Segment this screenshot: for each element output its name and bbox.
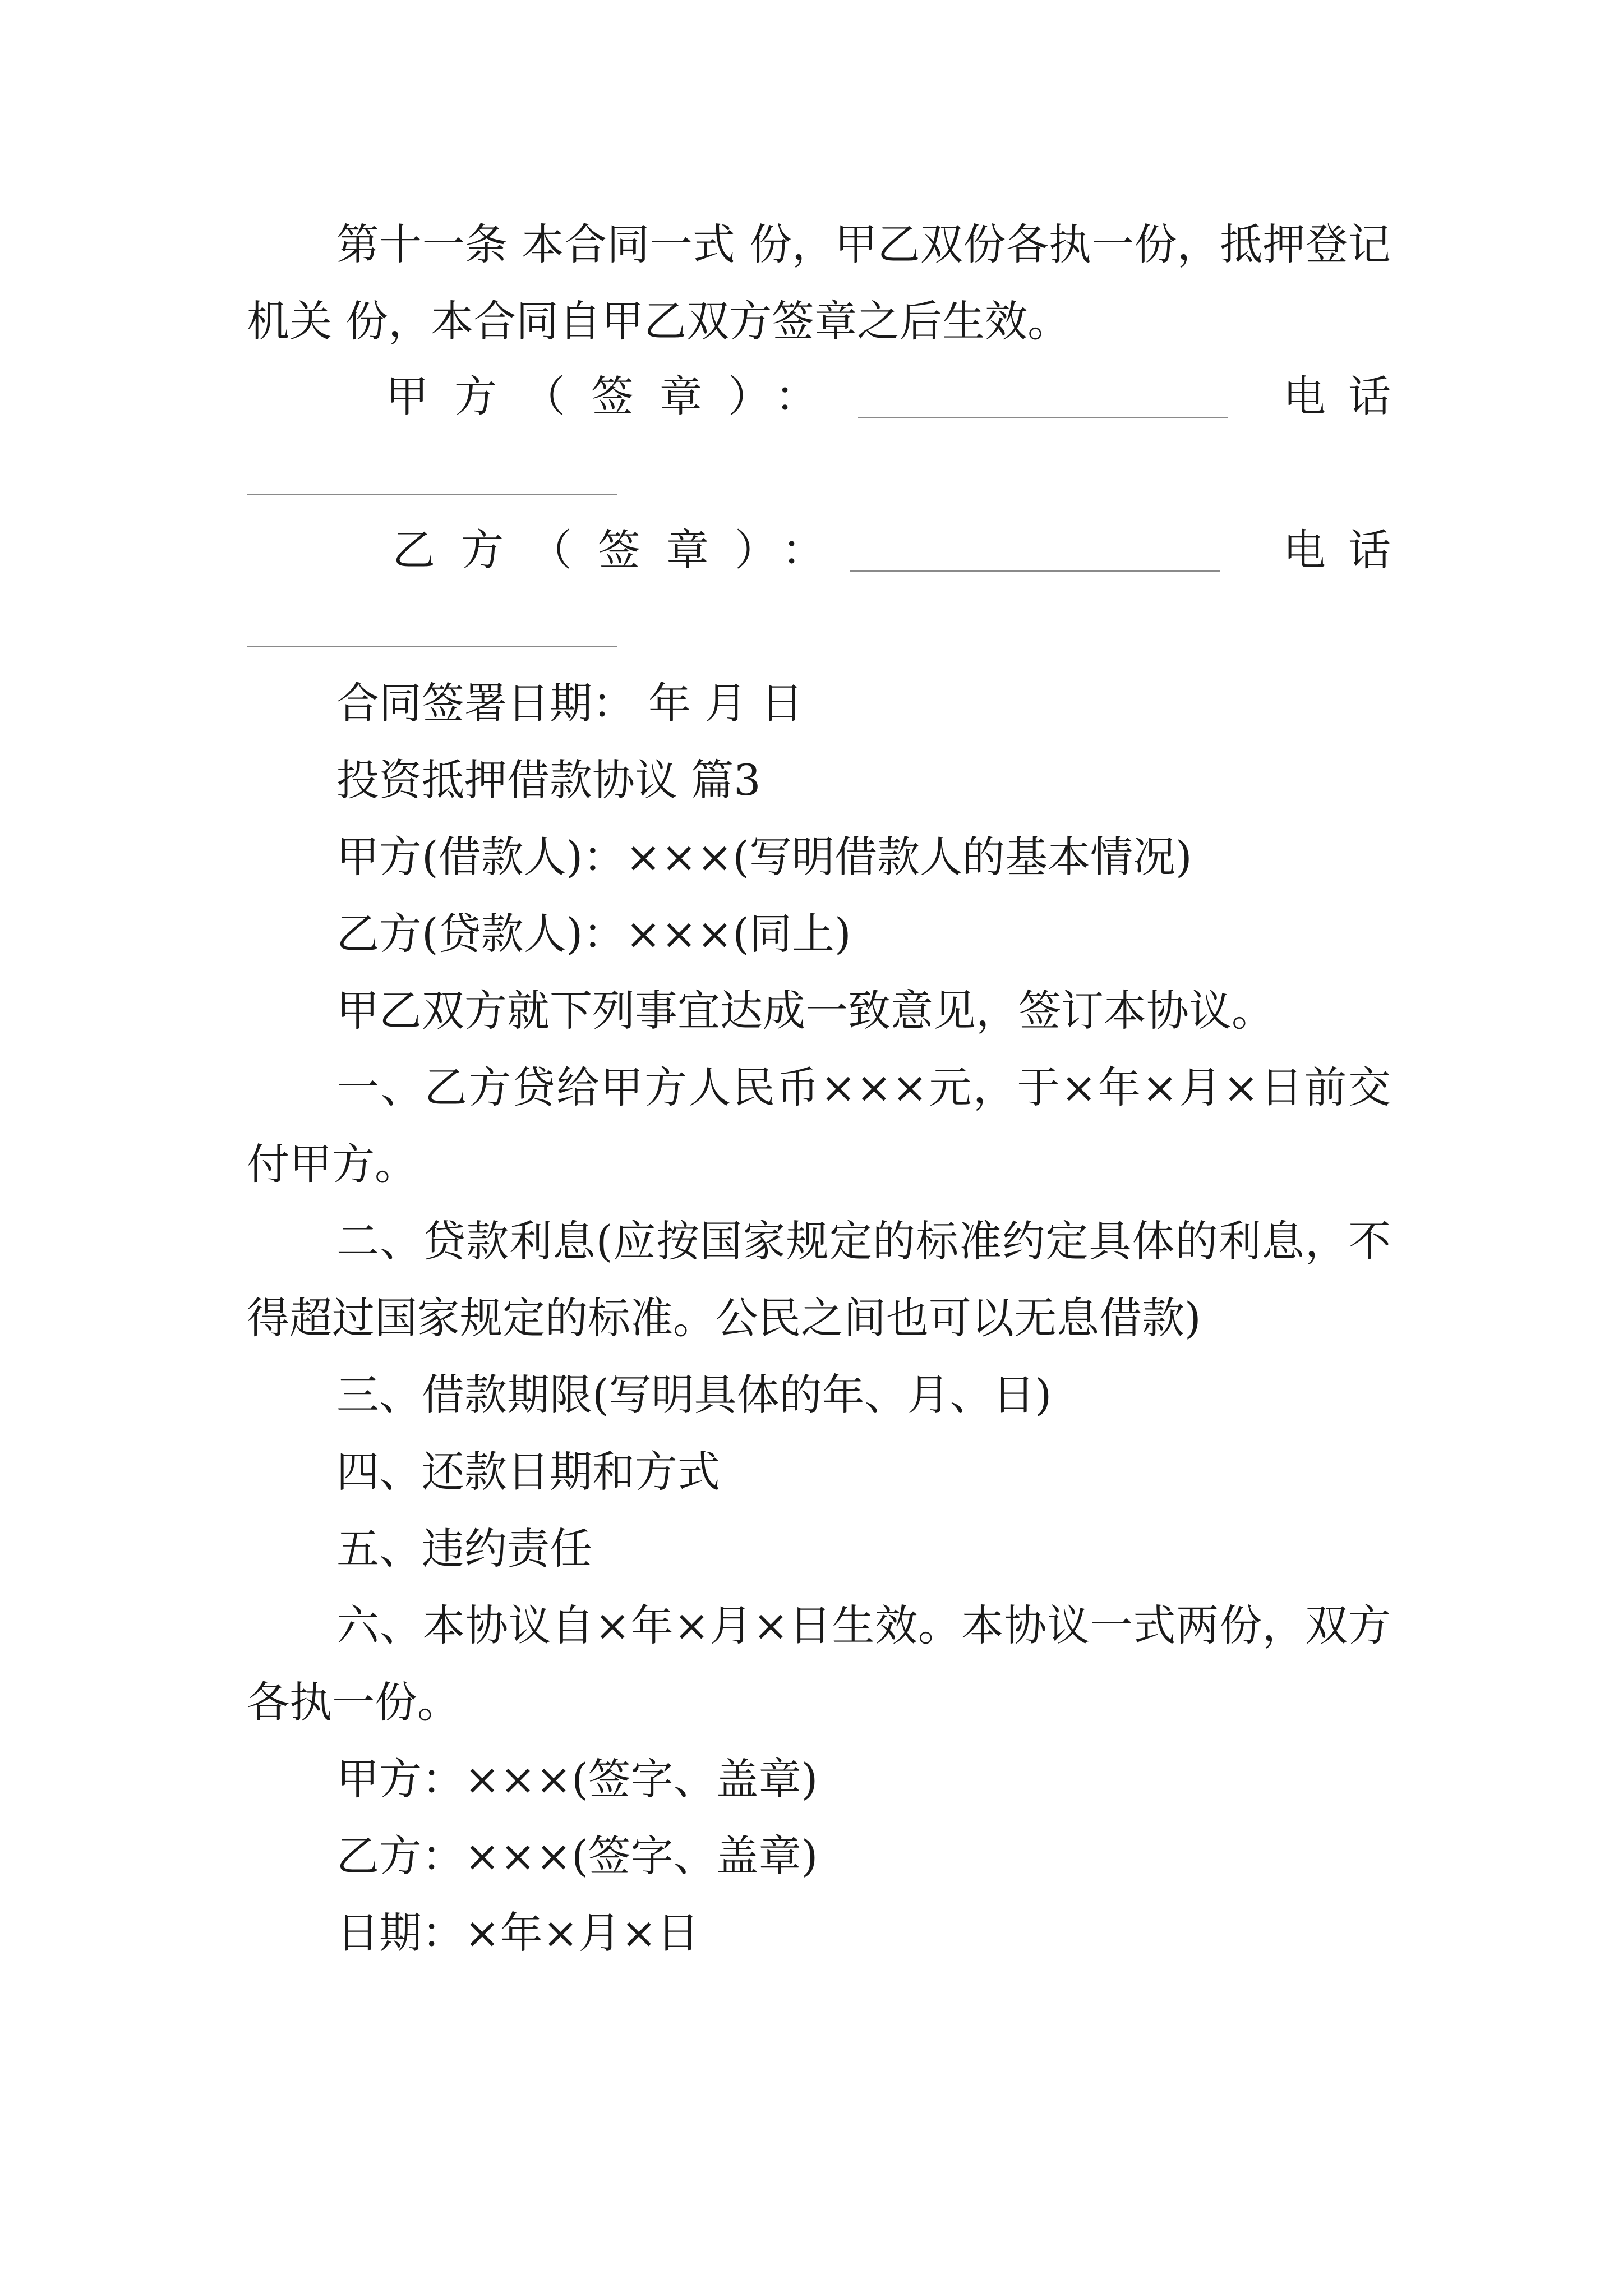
party-b-phone-label: 电话 — [1283, 525, 1413, 575]
borrower-line: 甲方(借款人)：×××(写明借款人的基本情况) — [336, 832, 1192, 882]
closing-party-a: 甲方：×××(签字、盖章) — [336, 1754, 818, 1804]
clause-4: 四、还款日期和方式 — [336, 1447, 720, 1497]
party-a-phone-label: 电话 — [1283, 371, 1413, 421]
party-a-signature-line — [858, 417, 1228, 418]
clause-3: 三、借款期限(写明具体的年、月、日) — [336, 1370, 1052, 1420]
clause-1: 一、乙方贷给甲方人民币×××元，于×年×月×日前交付甲方。 — [247, 1062, 1391, 1189]
clause-5: 五、违约责任 — [336, 1524, 592, 1573]
lender-line: 乙方(贷款人)：×××(同上) — [336, 909, 851, 959]
section-title: 投资抵押借款协议 篇3 — [336, 755, 761, 805]
party-b-signature-row — [247, 512, 1413, 588]
sign-date-line: 合同签署日期： 年 月 日 — [336, 678, 804, 728]
closing-party-b: 乙方：×××(签字、盖章) — [336, 1831, 818, 1881]
party-b-signature-label: 乙方（签章）： — [393, 525, 850, 575]
party-a-signature-label: 甲方（签章）： — [386, 371, 843, 421]
clause-6: 六、本协议自×年×月×日生效。本协议一式两份，双方各执一份。 — [247, 1600, 1391, 1727]
intro-line: 甲乙双方就下列事宜达成一致意见，签订本协议。 — [336, 986, 1274, 1036]
party-b-signature-line — [850, 570, 1220, 572]
article-11-paragraph: 第十一条 本合同一式 份，甲乙双份各执一份，抵押登记机关 份，本合同自甲乙双方签章之后生效。 — [247, 219, 1391, 346]
party-a-signature-row — [247, 358, 1413, 435]
party-a-phone-line — [247, 494, 617, 495]
clause-2: 二、贷款利息(应按国家规定的标准约定具体的利息，不得超过国家规定的标准。公民之间也可以无息借款) — [247, 1216, 1391, 1343]
closing-date: 日期：×年×月×日 — [336, 1908, 700, 1958]
party-b-phone-line — [247, 646, 617, 647]
